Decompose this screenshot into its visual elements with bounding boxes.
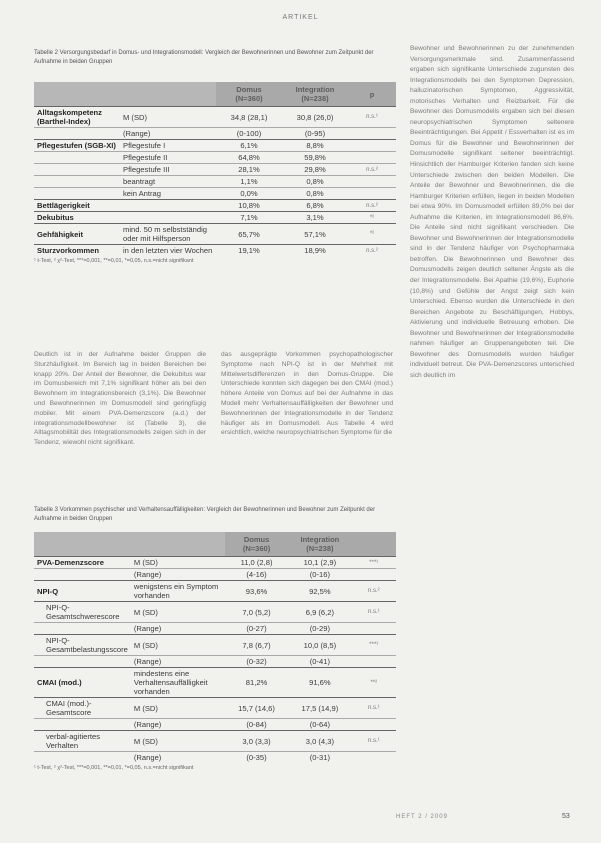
row-integration-value: 8,8% xyxy=(282,140,348,152)
row-label: NPI-Q-Gesamtbelastungsscore xyxy=(34,635,131,656)
row-measure: (Range) xyxy=(120,128,216,140)
row-significance xyxy=(352,719,396,731)
page-number: 53 xyxy=(562,813,570,820)
row-integration-value: 17,5 (14,9) xyxy=(288,698,351,719)
table1-col-p: p xyxy=(348,82,396,107)
table-row xyxy=(34,245,396,257)
row-integration-value: 91,6% xyxy=(288,668,351,698)
table-row xyxy=(34,698,396,719)
row-integration-value: 18,9% xyxy=(282,245,348,257)
row-domus-value: (0-100) xyxy=(216,128,282,140)
row-label xyxy=(34,623,131,635)
row-significance: n.s.¹ xyxy=(348,107,396,128)
table1-col-domus: Domus (N=360) xyxy=(216,82,282,107)
row-significance: ***¹ xyxy=(352,557,396,569)
row-significance: n.s.¹ xyxy=(352,698,396,719)
row-domus-value: 19,1% xyxy=(216,245,282,257)
row-domus-value: 7,8 (6,7) xyxy=(225,635,288,656)
row-significance xyxy=(348,140,396,152)
row-domus-value: (0-32) xyxy=(225,656,288,668)
row-integration-value: 57,1% xyxy=(282,224,348,245)
table-row xyxy=(34,140,396,152)
row-significance: n.s.² xyxy=(348,245,396,257)
row-integration-value: 6,9 (6,2) xyxy=(288,602,351,623)
row-integration-value: 0,8% xyxy=(282,188,348,200)
row-domus-value: (4-16) xyxy=(225,569,288,581)
table-row xyxy=(34,581,396,602)
table-row xyxy=(34,188,396,200)
row-label xyxy=(34,752,131,764)
body-text-right: Bewohner und Bewohnerinnen zu der zunehmenden Versorgungsmerkmale sind. Zusammenfassend ergaben sich signifikante Unterschiede zugunsten des Integrationsmodells bei den Symptomen Depression, halluzinatorischen Symptomen, Aggressivität, motorisches Verhalten und Reizbarkeit. Für die Bewohner des Domusmodells ergaben sich bei diesen neuropsychiatrischen Symptomen seltenere Beeinträchtigungen. Bei Appetit / Essverhalten ist es im Domus für die Bewohner und Bewohnerinnen der Domusmodelle signifikant seltener beeinträchtigt. Hinsichtlich der Hamburger Kriterien fanden sich keine Unterschiede zwischen den beiden Modellen. Die Anteile der Bewohner und Bewohnerinnen, die die Hamburger Kriterien erfüllen, liegen in beiden Modellen bei etwa 90%. Im Domusmodell erfüllen 89,0% bei der Aufnahme die Kriterien, im Integrationsmodell 86,6%. Die Anteile sind nicht signifikant verschieden. Die Bewohner und Bewohnerinnen der Integrationsmodelle sind in der Tendenz häufiger von Psychopharmaka betroffen. Die Bewohnerinnen und Bewohner des Domusmodells zeigen deutlich seltener Ängste als die der Integrationsmodelle. Bei Apathie (19,6%), Euphorie (10,8%) und Gefühle der Angst zeigt sich kein Unterschied. Ebenso wurden die Unterschiede in den Bereichen Angebote zu Beschäftigungen, Hobbys, Aktivierung und individuelle Betreuung erhoben. Die Bewohner und Bewohnerinnen der Integrationsmodelle nahmen häufiger an Gruppenangeboten teil. Die Bewohner des Domusmodells wurden häufiger individuell betreut. Die PVA-Demenzscores unterschied sich deutlich im xyxy=(410,45,574,379)
row-label: Sturzvorkommen xyxy=(34,245,120,257)
row-domus-value: 11,0 (2,8) xyxy=(225,557,288,569)
row-domus-value: 93,6% xyxy=(225,581,288,602)
row-domus-value: 0,0% xyxy=(216,188,282,200)
table2-col-domus: Domus (N=360) xyxy=(225,532,288,557)
row-measure: mindestens eine Verhaltensauffälligkeit vorhanden xyxy=(131,668,225,698)
row-measure xyxy=(120,212,216,224)
row-label: PVA-Demenzscore xyxy=(34,557,131,569)
row-domus-value: 1,1% xyxy=(216,176,282,188)
table-row xyxy=(34,164,396,176)
table-row xyxy=(34,719,396,731)
row-label xyxy=(34,188,120,200)
row-measure: (Range) xyxy=(131,752,225,764)
row-measure: (Range) xyxy=(131,623,225,635)
row-domus-value: 15,7 (14,6) xyxy=(225,698,288,719)
row-label: Bettlägerigkeit xyxy=(34,200,120,212)
row-significance: n.s.¹ xyxy=(352,731,396,752)
table-row xyxy=(34,128,396,140)
row-label: verbal-agitiertes Verhalten xyxy=(34,731,131,752)
row-domus-value: 7,1% xyxy=(216,212,282,224)
row-label: Dekubitus xyxy=(34,212,120,224)
table-row xyxy=(34,107,396,128)
row-significance: n.s.¹ xyxy=(352,602,396,623)
row-domus-value: 64,8% xyxy=(216,152,282,164)
table-row xyxy=(34,602,396,623)
row-measure: M (SD) xyxy=(131,602,225,623)
row-domus-value: 65,7% xyxy=(216,224,282,245)
row-measure: M (SD) xyxy=(131,557,225,569)
row-significance xyxy=(352,656,396,668)
row-label xyxy=(34,656,131,668)
row-domus-value: 6,1% xyxy=(216,140,282,152)
row-measure: M (SD) xyxy=(131,698,225,719)
table2-col-integration: Integration (N=238) xyxy=(288,532,351,557)
table-row xyxy=(34,176,396,188)
row-integration-value: (0-16) xyxy=(288,569,351,581)
table1-footnote: ¹ t-Test, ² χ²-Test, ***=0,001, **=0,01, *=0,05, n.s.=nicht signifikant xyxy=(34,258,194,264)
body-text-left: Deutlich ist in der Aufnahme beider Gruppen die Sturzhäufigkeit. Im Bereich lag in beiden Bereichen bei knapp 20%. Der Anteil der Bewohner, die Dekubitus war im Domusbereich mit 7,1% signifikant höher als bei den Bewohnern im Integrationsbereich (3,1%). Die Bewohner und Bewohnerinnen im Domusmodell sind geringfügig mobiler. Mit einem PVA-Demenzscore (a.d.) der integrationsmodellbewohner ist (Tabelle 3), die Alltagsmobilität des Integrationsmodells zeigen sich in der Tendenz, wiewohl nicht signifikant. xyxy=(34,351,206,447)
row-significance: n.s.² xyxy=(348,200,396,212)
row-label: Alltagskompetenz (Barthel-Index) xyxy=(34,107,120,128)
row-integration-value: (0-64) xyxy=(288,719,351,731)
row-measure: Pflegestufe I xyxy=(120,140,216,152)
row-label xyxy=(34,176,120,188)
table-row xyxy=(34,731,396,752)
row-integration-value: (0-95) xyxy=(282,128,348,140)
row-measure: wenigstens ein Symptom vorhanden xyxy=(131,581,225,602)
row-domus-value: (0-84) xyxy=(225,719,288,731)
row-significance: ***¹ xyxy=(352,635,396,656)
row-measure: M (SD) xyxy=(131,635,225,656)
row-label xyxy=(34,152,120,164)
row-label: NPI-Q-Gesamtschwerescore xyxy=(34,602,131,623)
row-integration-value: 29,8% xyxy=(282,164,348,176)
table-row xyxy=(34,668,396,698)
row-integration-value: 3,1% xyxy=(282,212,348,224)
table-row xyxy=(34,557,396,569)
row-significance xyxy=(348,152,396,164)
row-label xyxy=(34,719,131,731)
row-measure: M (SD) xyxy=(120,107,216,128)
row-integration-value: 92,5% xyxy=(288,581,351,602)
page-header: ARTIKEL xyxy=(282,14,319,21)
row-label: NPI-Q xyxy=(34,581,131,602)
row-significance: *² xyxy=(348,212,396,224)
row-label xyxy=(34,569,131,581)
table-row xyxy=(34,569,396,581)
row-integration-value: 0,8% xyxy=(282,176,348,188)
table1-col-integration: Integration (N=238) xyxy=(282,82,348,107)
row-measure: Pflegestufe III xyxy=(120,164,216,176)
row-measure: kein Antrag xyxy=(120,188,216,200)
row-significance xyxy=(348,176,396,188)
table2-caption: Tabelle 3 Vorkommen psychischer und Verhaltensauffälligkeiten: Vergleich der Bewohnerinnen und Bewohner zum Zeitpunkt der Aufnahme in beiden Gruppen xyxy=(34,507,376,522)
row-measure: (Range) xyxy=(131,569,225,581)
table-row xyxy=(34,200,396,212)
row-significance xyxy=(348,128,396,140)
row-domus-value: 10,8% xyxy=(216,200,282,212)
row-integration-value: (0-41) xyxy=(288,656,351,668)
table2 xyxy=(34,532,396,771)
row-measure: (Range) xyxy=(131,656,225,668)
footer-journal: HEFT 2 / 2009 xyxy=(396,814,448,820)
row-domus-value: (0-27) xyxy=(225,623,288,635)
table-row xyxy=(34,623,396,635)
table1-caption: Tabelle 2 Versorgungsbedarf in Domus- und Integrationsmodell: Vergleich der Bewohnerinnen und Bewohner zum Zeitpunkt der Aufnahme in beiden Gruppen xyxy=(34,50,374,65)
row-label: CMAI (mod.)-Gesamtscore xyxy=(34,698,131,719)
row-measure: mind. 50 m selbstständig oder mit Hilfsperson xyxy=(120,224,216,245)
row-integration-value: 10,0 (8,5) xyxy=(288,635,351,656)
row-integration-value: (0-29) xyxy=(288,623,351,635)
row-label xyxy=(34,164,120,176)
row-significance xyxy=(352,752,396,764)
row-label xyxy=(34,128,120,140)
row-integration-value: 59,8% xyxy=(282,152,348,164)
row-measure xyxy=(120,200,216,212)
row-integration-value: 6,8% xyxy=(282,200,348,212)
row-measure: in den letzten vier Wochen xyxy=(120,245,216,257)
table-row xyxy=(34,224,396,245)
body-text-middle: das ausgeprägte Vorkommen psychopathologischer Symptome nach NPI-Q ist in der Mehrheit mit Mittelwertsdifferenzen in den Domus-Gruppe. Die Unterschiede konnten sich dagegen bei den CMAI (mod.) höhere Anteile von Domus auf bei der Aufnahme in das Modell mehr Verhaltensauffälligkeiten der Bewohner und Bewohnerinnen der Integrationsmodelle in der Tendenz häufiger als im Domusmodell. Aus Tabelle 4 wird ersichtlich, welche neuropsychiatrischen Symptome für die xyxy=(221,351,393,437)
row-significance xyxy=(352,623,396,635)
table-row xyxy=(34,752,396,764)
row-measure: (Range) xyxy=(131,719,225,731)
row-measure: M (SD) xyxy=(131,731,225,752)
row-integration-value: 3,0 (4,3) xyxy=(288,731,351,752)
row-label: Gehfähigkeit xyxy=(34,224,120,245)
row-label: CMAI (mod.) xyxy=(34,668,131,698)
table1 xyxy=(34,82,396,264)
row-domus-value: 7,0 (5,2) xyxy=(225,602,288,623)
row-measure: Pflegestufe II xyxy=(120,152,216,164)
row-domus-value: 34,8 (28,1) xyxy=(216,107,282,128)
row-label: Pflegestufen (SGB-XI) xyxy=(34,140,120,152)
row-significance xyxy=(348,188,396,200)
row-domus-value: 3,0 (3,3) xyxy=(225,731,288,752)
table2-footnote: ¹ t-Test, ² χ²-Test, ***=0,001, **=0,01, *=0,05, n.s.=nicht signifikant xyxy=(34,765,194,771)
row-measure: beantragt xyxy=(120,176,216,188)
row-integration-value: 10,1 (2,9) xyxy=(288,557,351,569)
table-row xyxy=(34,212,396,224)
table-row xyxy=(34,635,396,656)
row-significance: *² xyxy=(348,224,396,245)
row-domus-value: 28,1% xyxy=(216,164,282,176)
row-significance: n.s.² xyxy=(348,164,396,176)
row-domus-value: (0-35) xyxy=(225,752,288,764)
row-significance: **² xyxy=(352,668,396,698)
row-integration-value: (0-31) xyxy=(288,752,351,764)
table-row xyxy=(34,656,396,668)
row-integration-value: 30,8 (26,0) xyxy=(282,107,348,128)
table-row xyxy=(34,152,396,164)
row-significance: n.s.² xyxy=(352,581,396,602)
row-significance xyxy=(352,569,396,581)
row-domus-value: 81,2% xyxy=(225,668,288,698)
